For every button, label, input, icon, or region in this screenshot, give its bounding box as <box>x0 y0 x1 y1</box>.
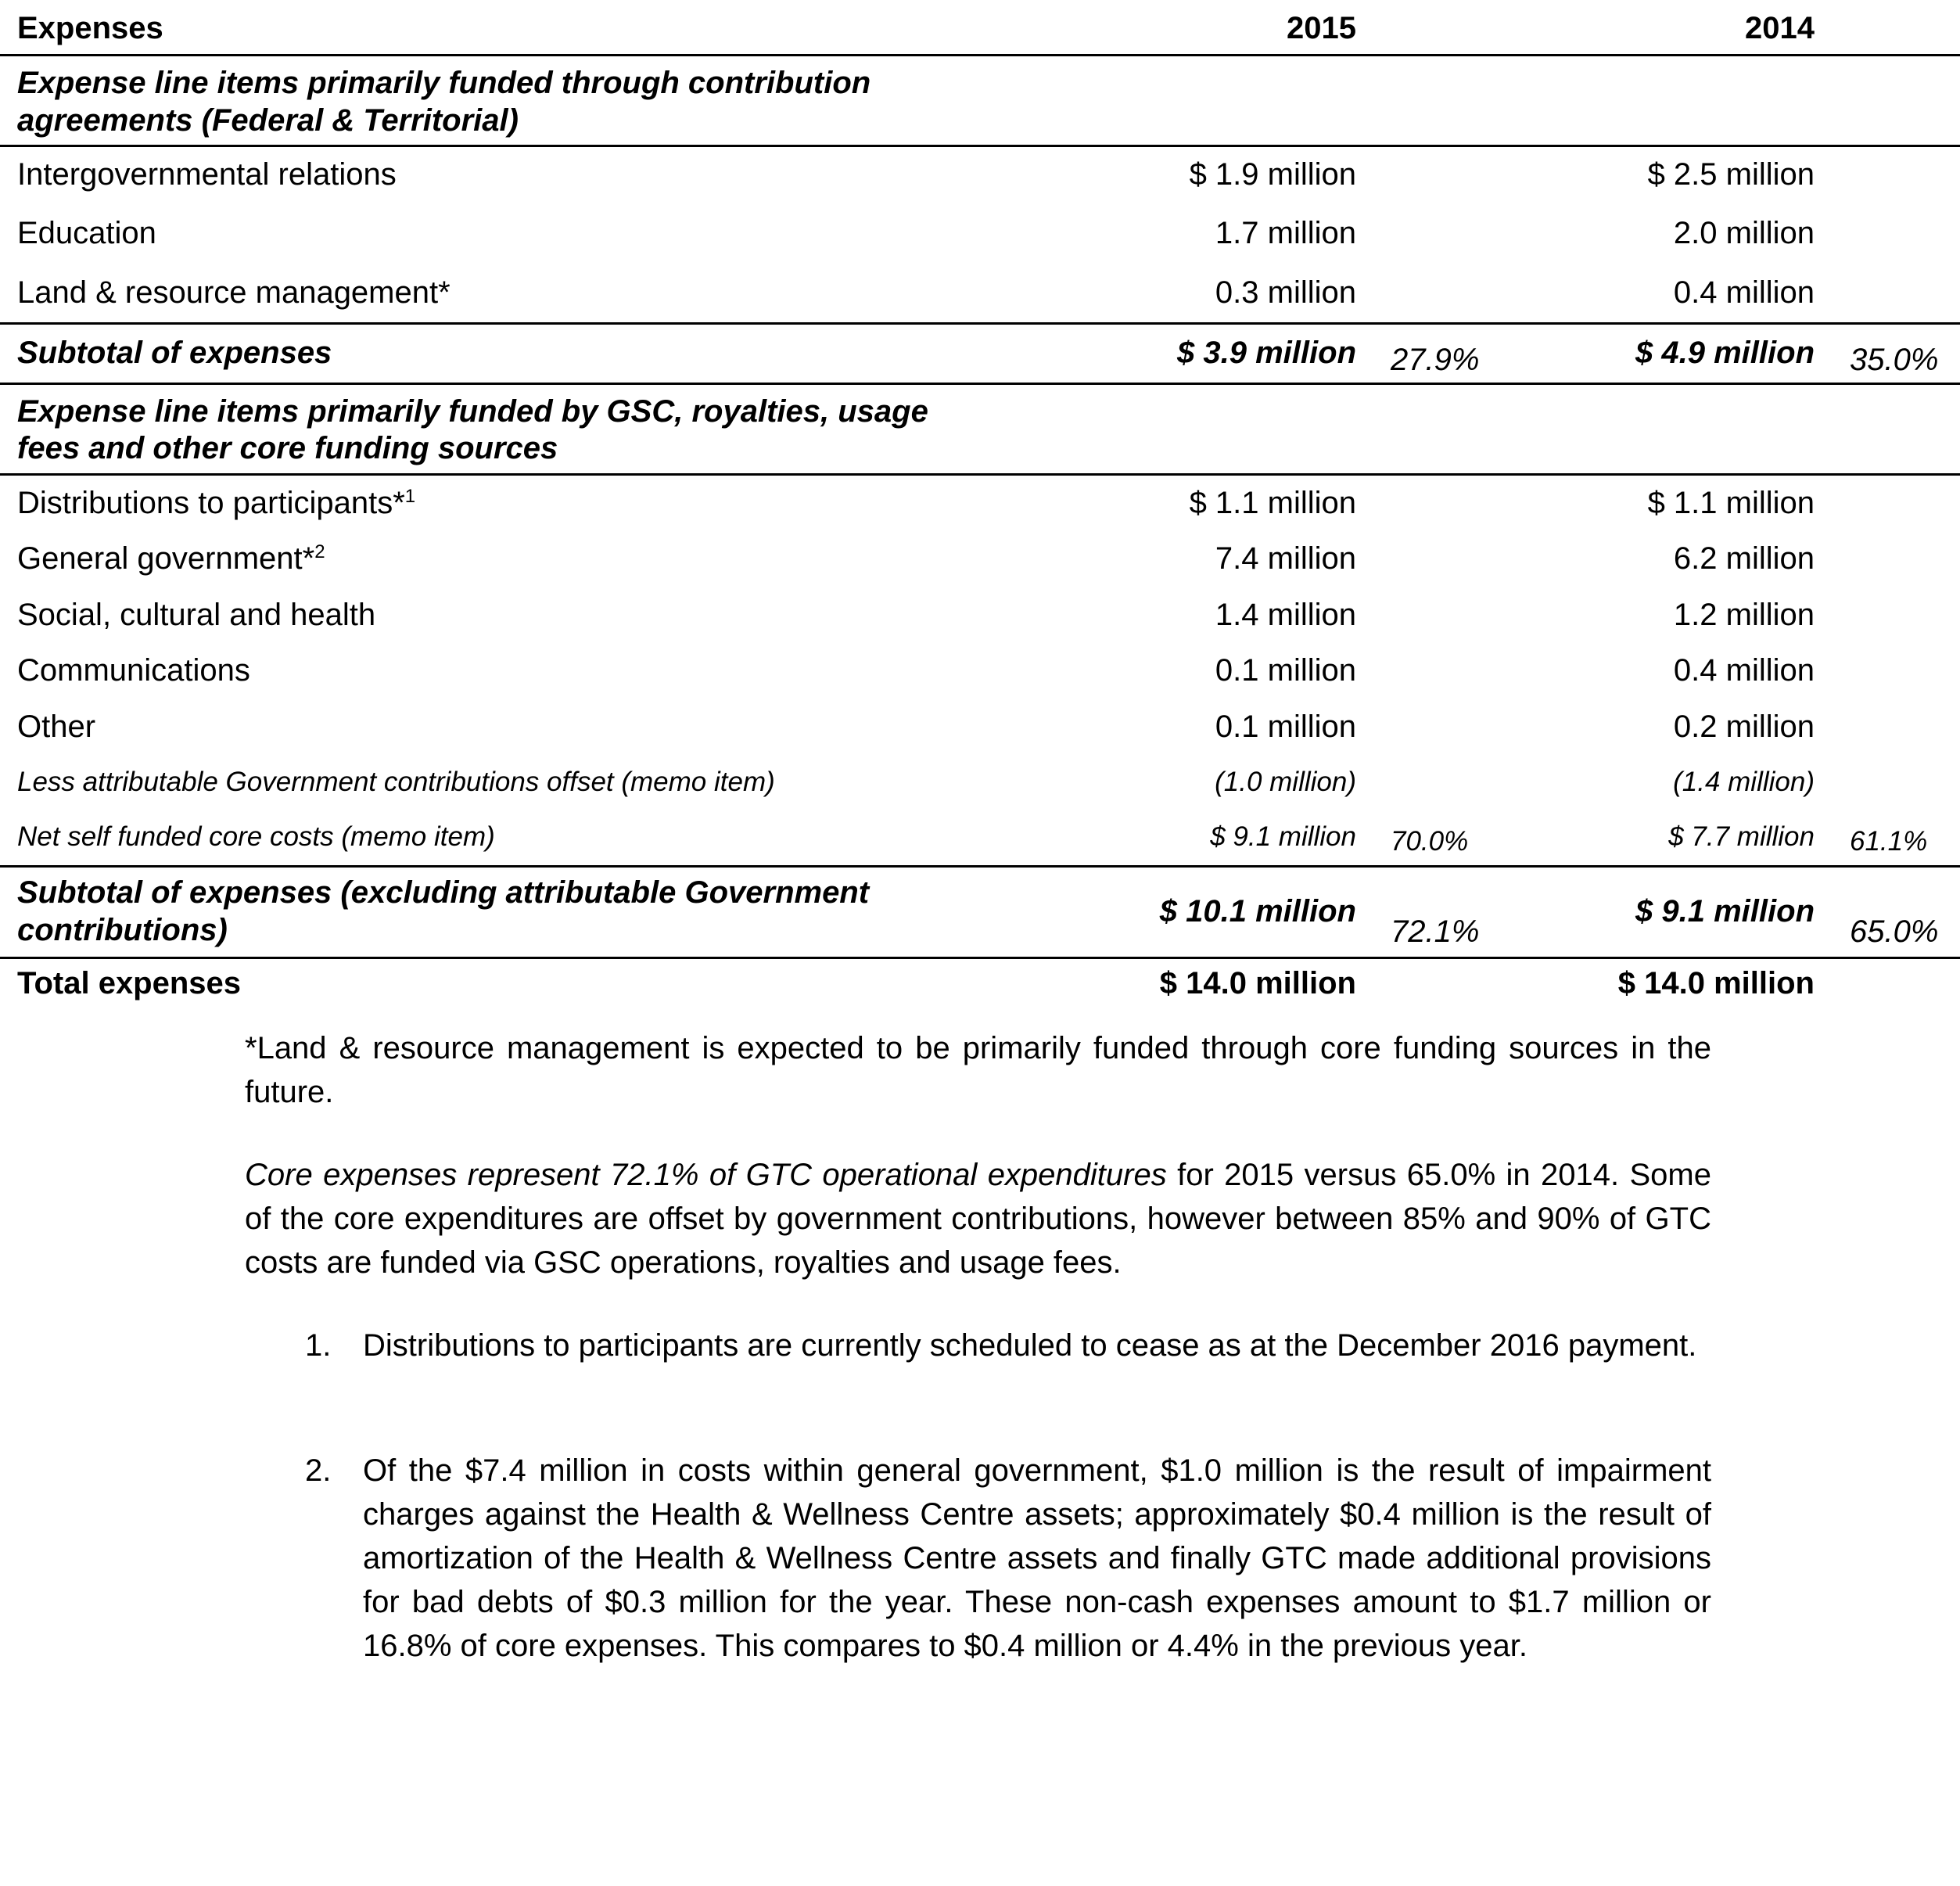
table-row-value-2015: 0.1 million <box>1215 709 1356 744</box>
table-row-value-2015: 0.1 million <box>1215 653 1356 688</box>
row-label-text: General government* <box>17 541 315 576</box>
memo-less-2014: (1.4 million) <box>1673 767 1815 797</box>
table-row-value-2015: 0.3 million <box>1215 275 1356 310</box>
table-row-value-2015: 1.4 million <box>1215 598 1356 632</box>
total-expenses-2014: $ 14.0 million <box>1617 966 1815 1000</box>
section1-heading-line1: Expense line items primarily funded through contribution <box>17 66 871 100</box>
table-row-value-2014: 0.4 million <box>1673 653 1815 688</box>
section2-subtotal-label-line2: contributions) <box>17 913 228 947</box>
section1-subtotal-pct-2014: 35.0% <box>1850 343 1939 377</box>
table-row-label: Intergovernmental relations <box>17 157 397 192</box>
footnote-marker: 1 <box>404 486 416 507</box>
table-row-value-2015: $ 1.9 million <box>1189 157 1356 192</box>
asterisk-footnote: *Land & resource management is expected to be primarily funded through core funding sources in the future. <box>245 1031 1711 1109</box>
table-row-label <box>17 485 415 521</box>
table-row-label: Social, cultural and health <box>17 598 376 632</box>
section2-subtotal-label-line1: Subtotal of expenses (excluding attributable Government <box>17 875 870 910</box>
list-item: Distributions to participants are currently scheduled to cease as at the December 2016 payment. <box>363 1328 1697 1363</box>
section1-subtotal-rule <box>0 383 1960 385</box>
section2-subtotal-2014: $ 9.1 million <box>1635 894 1815 929</box>
table-row-value-2015: 1.7 million <box>1215 216 1356 250</box>
table-row-label: Education <box>17 216 156 250</box>
core-expenses-emphasis: Core expenses represent 72.1% of GTC operational expenditures <box>245 1158 1167 1192</box>
section1-subtotal-2015: $ 3.9 million <box>1177 336 1356 370</box>
section2-subtotal-2015: $ 10.1 million <box>1159 894 1356 929</box>
table-row-label: Communications <box>17 653 250 688</box>
table-row-value-2014: 6.2 million <box>1673 541 1815 576</box>
table-row-value-2014: 0.4 million <box>1673 275 1815 310</box>
table-row-value-2014: 2.0 million <box>1673 216 1815 250</box>
row-label-text: Distributions to participants* <box>17 486 405 520</box>
section2-heading-line2: fees and other core funding sources <box>17 431 558 465</box>
table-row-label <box>17 541 325 577</box>
section2-subtotal-pct-2015: 72.1% <box>1391 914 1480 949</box>
memo-less-label: Less attributable Government contributions offset (memo item) <box>17 767 775 797</box>
section1-rows-rule <box>0 322 1960 325</box>
list-item-number: 1. <box>305 1328 332 1363</box>
memo-net-2015: $ 9.1 million <box>1210 821 1356 852</box>
section1-subtotal-2014: $ 4.9 million <box>1635 336 1815 370</box>
total-expenses-label: Total expenses <box>17 966 242 1000</box>
table-row-value-2014: $ 1.1 million <box>1647 486 1815 520</box>
table-row-label: Land & resource management* <box>17 275 451 310</box>
section2-heading-line1: Expense line items primarily funded by GSC, royalties, usage <box>17 394 928 429</box>
section1-heading-line2: agreements (Federal & Territorial) <box>17 103 519 138</box>
section1-subtotal-label: Subtotal of expenses <box>17 336 332 370</box>
list-item: Of the $7.4 million in costs within general government, $1.0 million is the result of impairment charges against the Health & Wellness Centre assets; approximately $0.4 million is the result of amortization of the Health & Wellness Centre assets and finally GTC made additional provisions for bad debts of $0.3 million for the year. These non-cash expenses amount to $1.7 million or 16.8% of core expenses. This compares to $0.4 million or 4.4% in the previous year. <box>363 1453 1711 1663</box>
table-row-value-2014: $ 2.5 million <box>1647 157 1815 192</box>
total-expenses-2015: $ 14.0 million <box>1159 966 1356 1000</box>
table-row-value-2014: 0.2 million <box>1673 709 1815 744</box>
table-header-label: Expenses <box>17 11 163 45</box>
table-row-value-2015: 7.4 million <box>1215 541 1356 576</box>
memo-net-pct-2014: 61.1% <box>1850 826 1928 857</box>
core-expenses-rest: for 2015 versus 65.0% in 2014. Some of the core expenditures are offset by government contributions, however between 85% and 90% of GTC costs are funded via GSC operations, royalties and usage fees. <box>245 1158 1711 1280</box>
memo-less-2015: (1.0 million) <box>1215 767 1356 797</box>
header-rule <box>0 54 1960 56</box>
core-expenses-paragraph <box>245 1153 1711 1284</box>
memo-net-2014: $ 7.7 million <box>1668 821 1815 852</box>
memo-rule <box>0 865 1960 868</box>
section2-subtotal-pct-2014: 65.0% <box>1850 914 1939 949</box>
list-item-number: 2. <box>305 1453 332 1488</box>
section2-heading-rule <box>0 473 1960 476</box>
section1-subtotal-pct-2015: 27.9% <box>1391 343 1480 377</box>
section1-heading-rule <box>0 145 1960 147</box>
section2-subtotal-rule <box>0 957 1960 959</box>
table-row-value-2015: $ 1.1 million <box>1189 486 1356 520</box>
table-row-value-2014: 1.2 million <box>1673 598 1815 632</box>
memo-net-label: Net self funded core costs (memo item) <box>17 821 495 852</box>
column-header-2014: 2014 <box>1745 11 1815 45</box>
memo-net-pct-2015: 70.0% <box>1391 826 1469 857</box>
table-row-label: Other <box>17 709 96 744</box>
footnote-marker: 2 <box>314 541 325 562</box>
column-header-2015: 2015 <box>1287 11 1356 45</box>
